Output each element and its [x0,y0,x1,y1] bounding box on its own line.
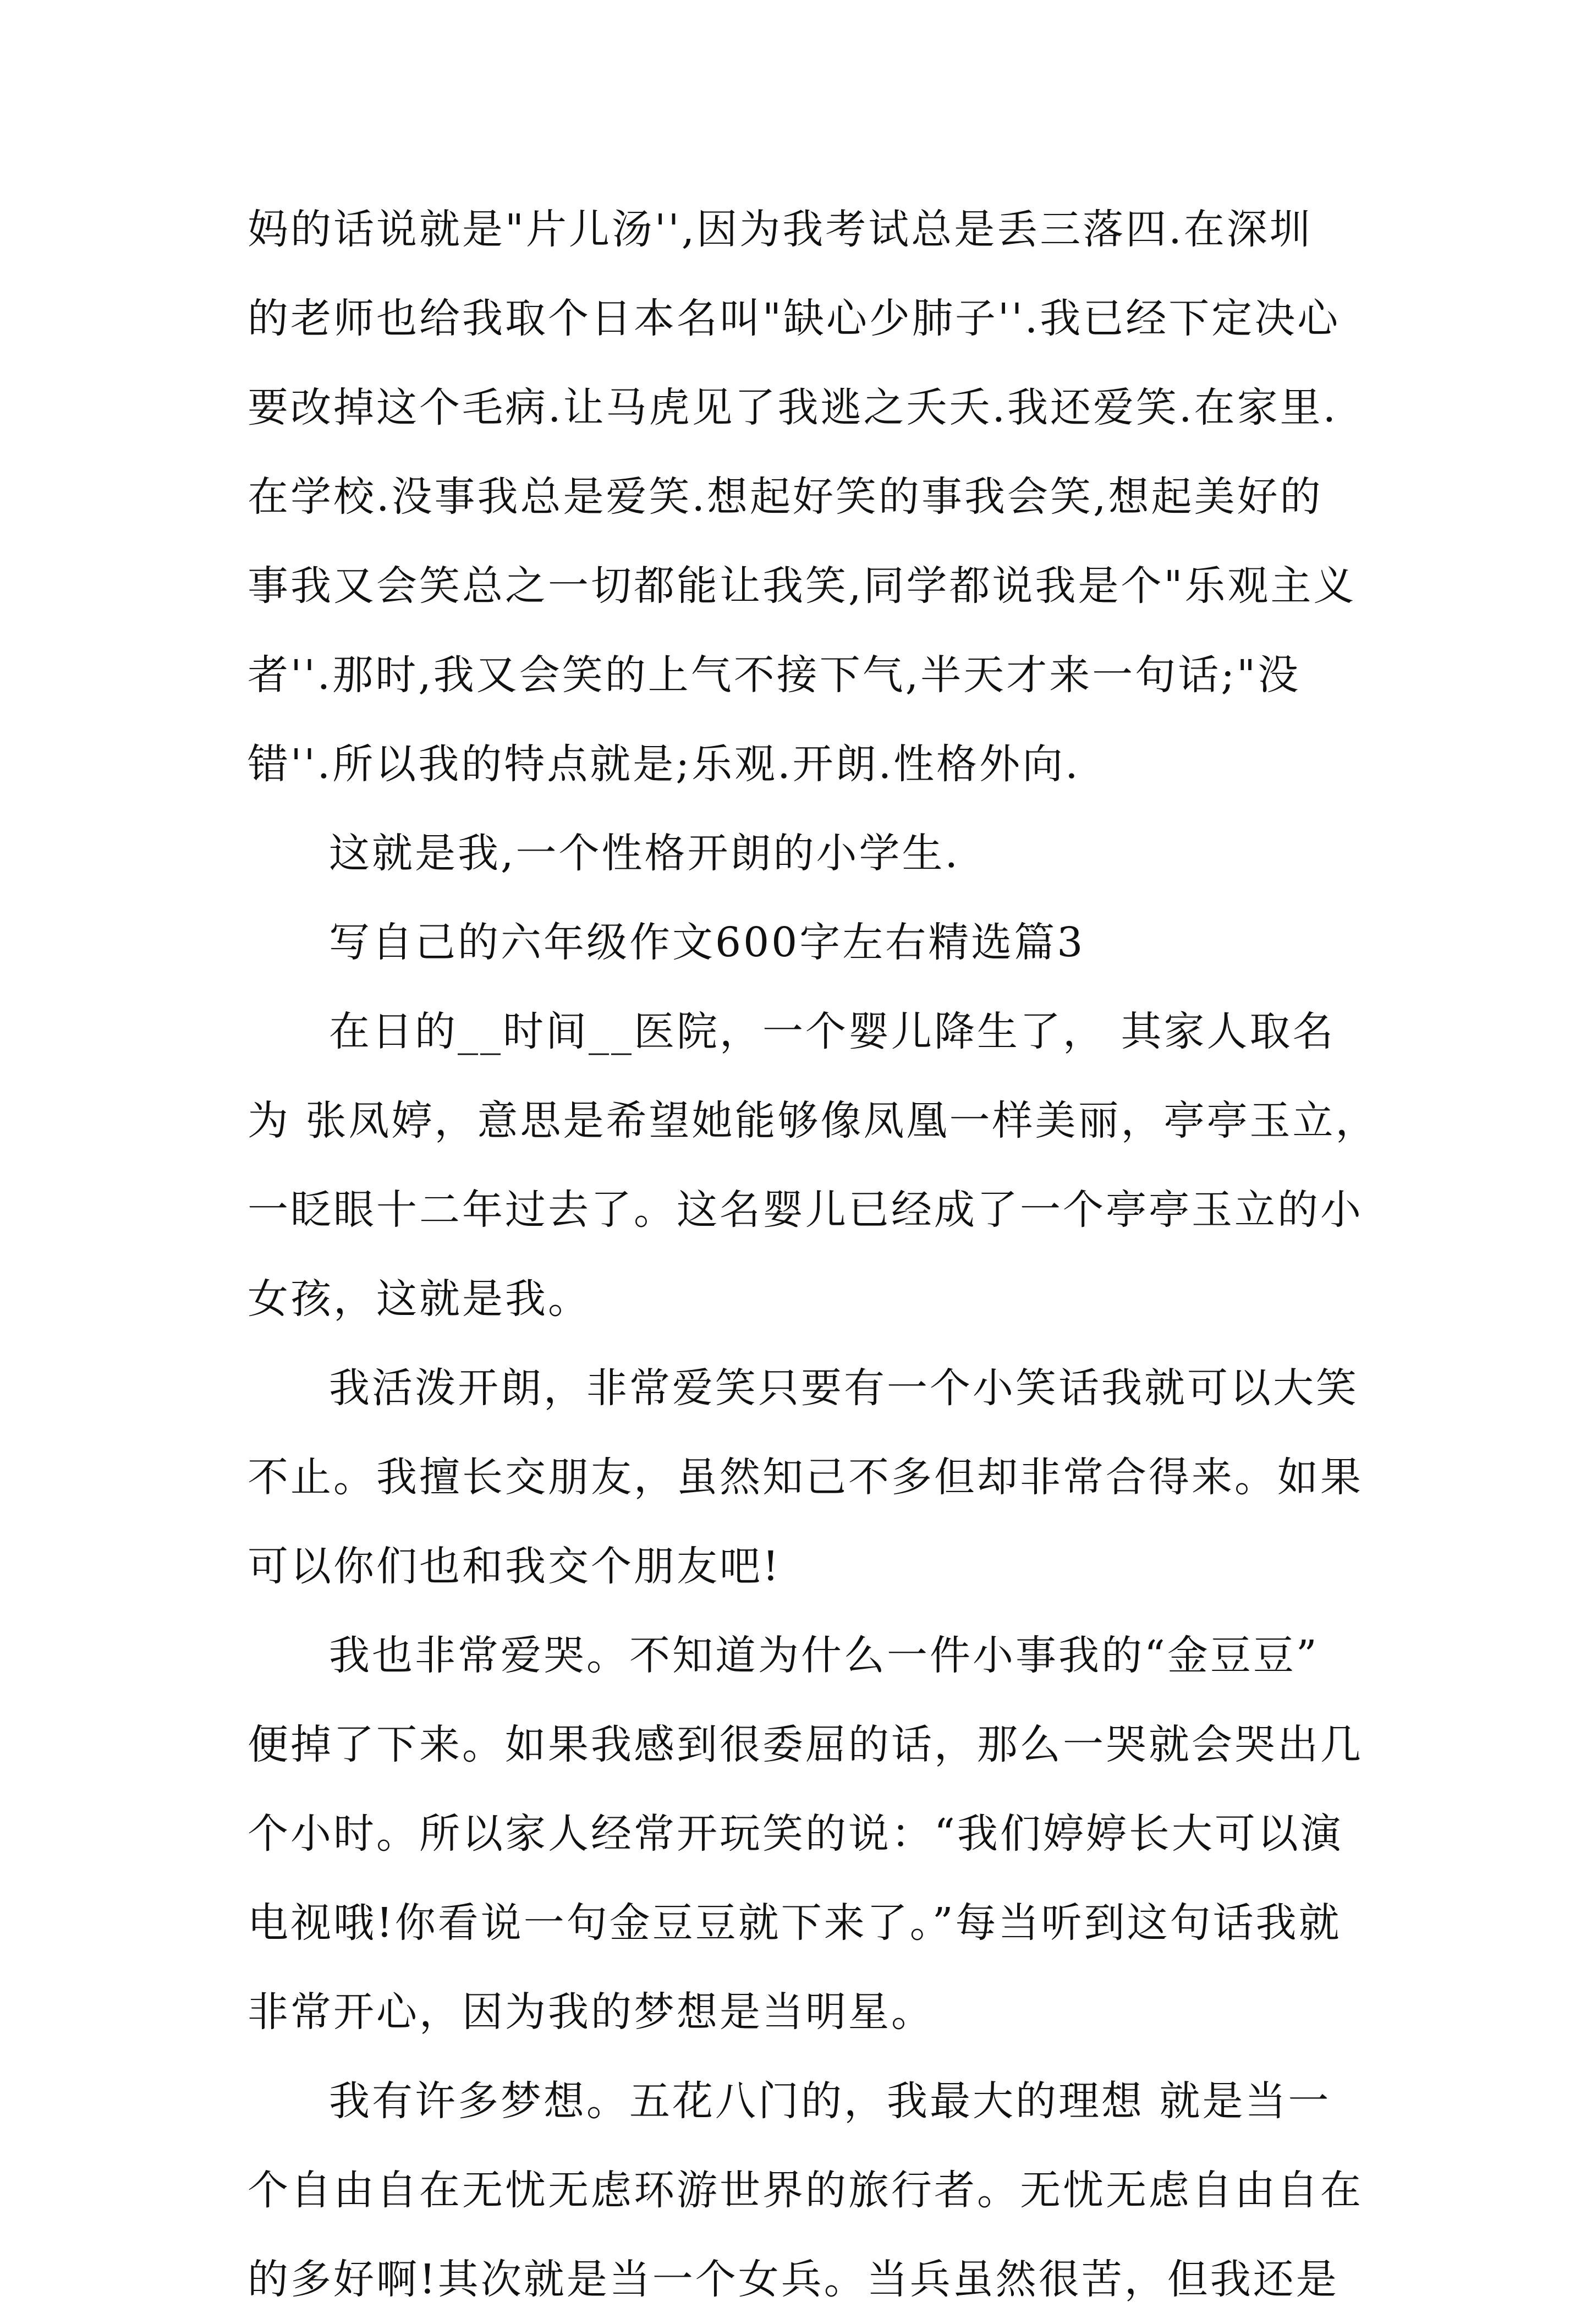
text-line: 可以你们也和我交个朋友吧! [248,1543,781,1590]
text-line: 一眨眼十二年过去了。这名婴儿已经成了一个亭亭玉立的小 [248,1186,1363,1234]
paragraph-6 [248,2057,1363,2324]
text-line: 妈的话说就是"片儿汤'',因为我考试总是丢三落四.在深圳 [248,206,1313,253]
text-line: 不止。我擅长交朋友，虽然知己不多但却非常合得来。如果 [248,1454,1363,1501]
section-heading [248,898,1353,987]
text-line: 为 张凤婷，意思是希望她能够像凤凰一样美丽，亭亭玉立， [248,1097,1379,1144]
text-line: 便掉了下来。如果我感到很委屈的话，那么一哭就会哭出几 [248,1721,1363,1768]
text-line: 的老师也给我取个日本名叫"缺心少肺子''.我已经下定决心 [248,295,1341,342]
text-line: 我也非常爱哭。不知道为什么一件小事我的“金豆豆” [329,1632,1319,1679]
text-line: 在学校.没事我总是爱笑.想起好笑的事我会笑,想起美好的 [248,473,1323,520]
text-line: 要改掉这个毛病.让马虎见了我逃之夭夭.我还爱笑.在家里. [248,384,1338,431]
text-line: 错''.所以我的特点就是;乐观.开朗.性格外向. [248,741,1080,788]
paragraph-1 [248,185,1357,809]
text-line: 我有许多梦想。五花八门的，我最大的理想 就是当一 [329,2078,1331,2125]
text-line: 电视哦!你看说一句金豆豆就下来了。”每当听到这句话我就 [248,1899,1342,1947]
paragraph-4 [248,1344,1363,1611]
text-line: 事我又会笑总之一切都能让我笑,同学都说我是个"乐观主义 [248,562,1357,610]
text-line: 个自由自在无忧无虑环游世界的旅行者。无忧无虑自由自在 [248,2167,1363,2214]
paragraph-2 [248,809,1353,898]
text-line: 非常开心，因为我的梦想是当明星。 [248,1988,934,2036]
text-line: 者''.那时,我又会笑的上气不接下气,半天才来一句话;"没 [248,651,1301,699]
document-body [248,185,1379,2324]
text-line: 个小时。所以家人经常开玩笑的说：“我们婷婷长大可以演 [248,1810,1343,1857]
text-line: 在日的__时间__医院，一个婴儿降生了， 其家人取名 [329,1008,1336,1055]
text-line: 女孩，这就是我。 [248,1275,591,1323]
paragraph-3 [248,987,1379,1344]
text-line: 这就是我,一个性格开朗的小学生. [329,830,960,877]
paragraph-5 [248,1611,1363,2057]
text-line: 我活泼开朗，非常爱笑只要有一个小笑话我就可以大笑 [329,1364,1359,1412]
text-line: 的多好啊!其次就是当一个女兵。当兵虽然很苦，但我还是 [248,2256,1339,2303]
text-line: 写自己的六年级作文600字左右精选篇3 [329,919,1085,966]
